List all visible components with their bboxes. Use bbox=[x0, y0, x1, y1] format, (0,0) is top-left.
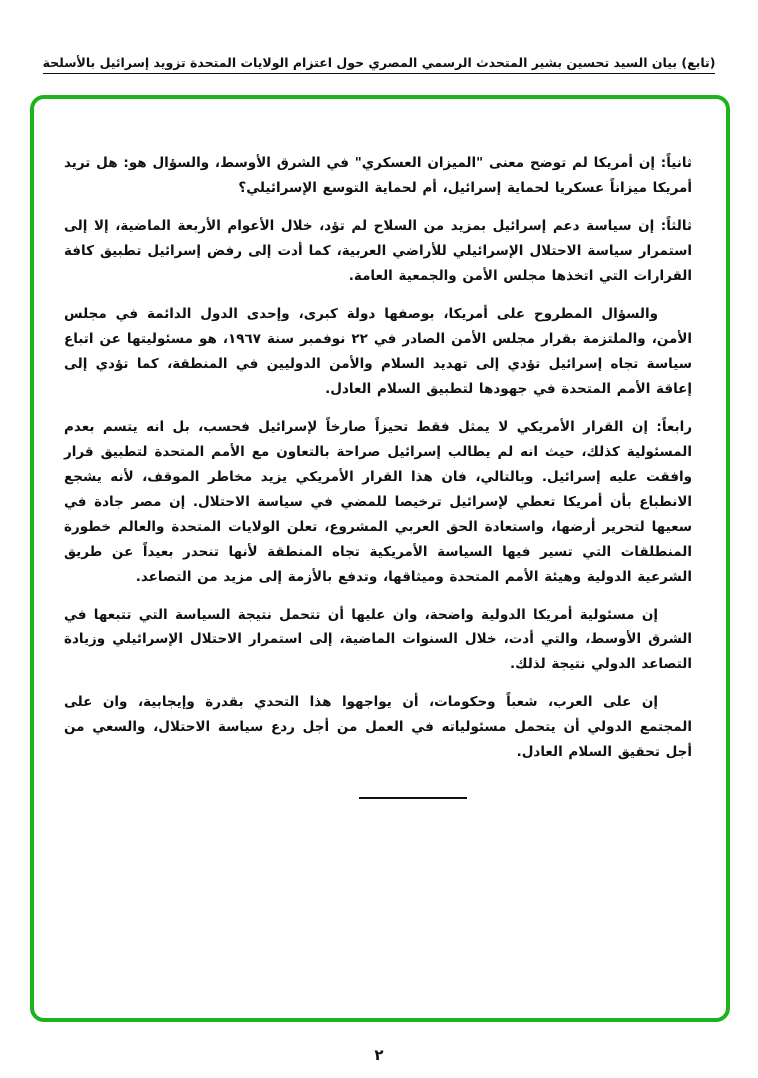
paragraph-second: ثانياً: إن أمريكا لم توضح معنى "الميزان العسكري" في الشرق الأوسط، والسؤال هو: هل تريد أمريكا ميزاناً عسكريا لحماية إسرائيل، أم لحماية التوسع الإسرائيلي؟ bbox=[64, 155, 692, 196]
paragraph-conclusion: إن على العرب، شعباً وحكومات، أن يواجهوا هذا التحدي بقدرة وإيجابية، وان على المجتمع الدولي أن يتحمل مسئولياته في العمل من أجل ردع سياسة الاحتلال، والسعي من أجل تحقيق السلام العادل. bbox=[64, 694, 692, 761]
end-divider-line bbox=[359, 797, 467, 799]
paragraph-fourth: رابعاً: إن القرار الأمريكي لا يمثل فقط تحيزاً صارخاً لإسرائيل فحسب، بل انه يتسم بعدم المسئولية كذلك، حيث انه لم يطالب إسرائيل صراحة بالتعاون مع الأمم المتحدة لتطبيق قرار وافقت عليه إسرائيل. وبالتالي، فان هذا القرار الأمريكي يزيد مخاطر الموقف، لأنه يشجع الانطباع بأن أمريكا تعطي لإسرائيل ترخيصا للمضي في سياسة الاحتلال. إن مصر جادة في سعيها لتحرير أرضها، واستعادة الحق العربي المشروع، تعلن الولايات المتحدة والعالم خطورة المنطلقات التي تسير فيها السياسة الأمريكية تجاه المنطقة لأنها تنحدر بعيداً عن طريق الشرعية الدولية وهيئة الأمم المتحدة وميثاقها، وتدفع بالأزمة إلى مزيد من التصاعد. bbox=[64, 418, 692, 585]
paragraph-responsibility: إن مسئولية أمريكا الدولية واضحة، وان عليها أن تتحمل نتيجة السياسة التي تتبعها في الشرق الأوسط، والتي أدت، خلال السنوات الماضية، إلى استمرار الاحتلال الإسرائيلي وزيادة التصاعد الدولي نتيجة لذلك. bbox=[64, 606, 692, 673]
document-title: (تابع) بيان السيد تحسين بشير المتحدث الرسمي المصري حول اعتزام الولايات المتحدة تزويد إسرائيل بالأسلحة bbox=[43, 55, 716, 74]
page-header bbox=[0, 52, 758, 74]
paragraph-question: والسؤال المطروح على أمريكا، بوصفها دولة كبرى، وإحدى الدول الدائمة في مجلس الأمن، والملتزمة بقرار مجلس الأمن الصادر في ٢٢ نوفمبر سنة ١٩٦٧، هو مسئوليتها عن اتباع سياسة تجاه إسرائيل تؤدي إلى تهديد السلام والأمن الدوليين في المنطقة، كما تؤدي إلى إعاقة الأمم المتحدة في جهودها لتطبيق السلام العادل. bbox=[64, 305, 693, 397]
document-body bbox=[64, 151, 692, 799]
page-number: ٢ bbox=[374, 1046, 384, 1064]
paragraph-third: ثالثاً: إن سياسة دعم إسرائيل بمزيد من السلاح لم تؤد، خلال الأعوام الأربعة الماضية، إلا إلى استمرار سياسة الاحتلال الإسرائيلي للأراضي العربية، كما أدت إلى رفض إسرائيل تطبيق كافة القرارات التي اتخذها مجلس الأمن والجمعية العامة. bbox=[64, 217, 692, 284]
document-frame bbox=[30, 95, 730, 1022]
